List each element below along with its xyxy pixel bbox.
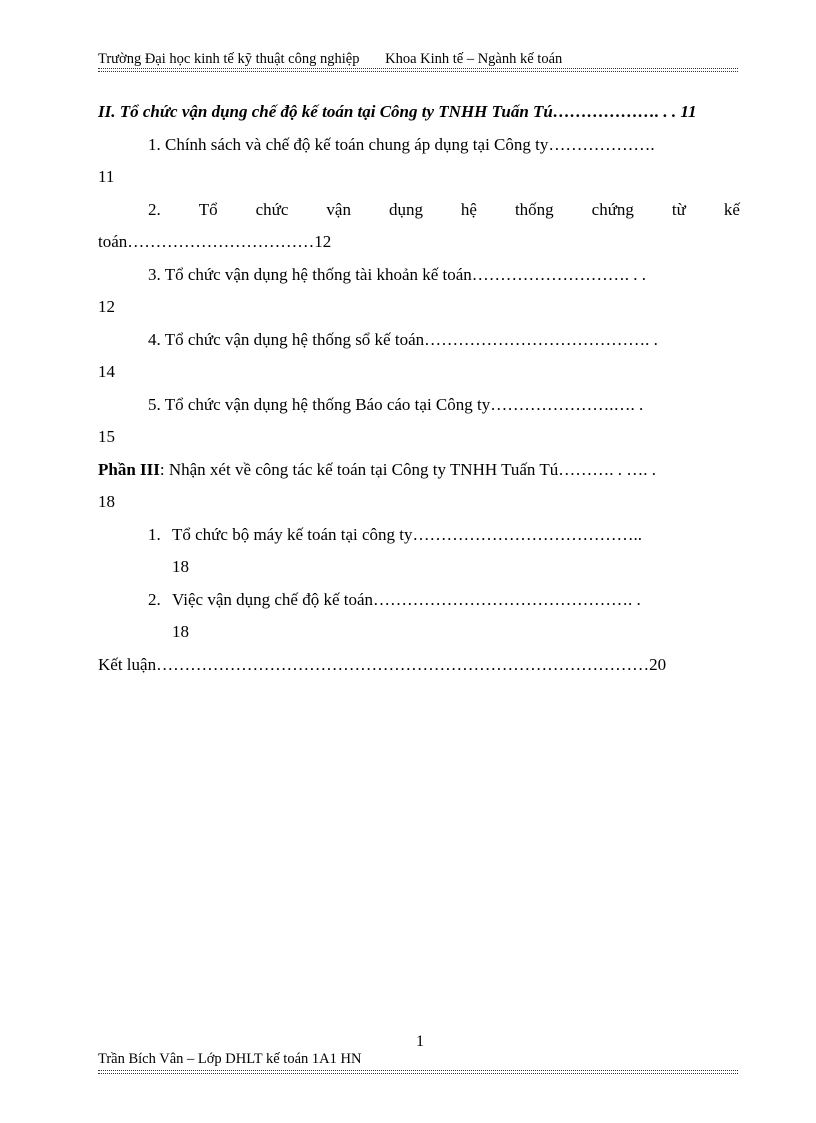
toc-item-2-word: 2. <box>148 199 161 219</box>
toc-conclusion: Kết luận……………………………………………………………………………20 <box>98 654 667 674</box>
toc-item-2 <box>98 194 740 227</box>
toc-sub-1-page: 18 <box>172 557 189 576</box>
toc-item-2-word: hệ <box>460 199 477 219</box>
toc-item-4: 4. Tổ chức vận dụng hệ thống sổ kế toán…………………………………. . <box>148 329 658 349</box>
footer-rule-top <box>98 1070 738 1071</box>
page-footer <box>98 1049 361 1069</box>
toc-sub-2-num: 2. <box>148 589 161 609</box>
toc-item-5: 5. Tổ chức vận dụng hệ thống Báo cáo tại Công ty………………….…. . <box>148 394 644 414</box>
footer-author: Trần Bích Vân – Lớp DHLT kế toán 1A1 HN <box>98 1051 362 1067</box>
page-header <box>98 49 738 69</box>
header-faculty: Khoa Kinh tế – Ngành kế toán <box>385 51 563 67</box>
toc-item-5-page: 15 <box>98 427 115 446</box>
page-number: 1 <box>416 1033 424 1050</box>
toc-item-4-page: 14 <box>98 362 115 381</box>
toc-item-2-word: chứng <box>591 199 634 219</box>
toc-item-3: 3. Tổ chức vận dụng hệ thống tài khoản kế toán………………………. . . <box>148 264 647 284</box>
toc-item-1-page: 11 <box>98 167 115 186</box>
toc-item-2-word: dụng <box>388 199 423 219</box>
toc-sub-1-num: 1. <box>148 524 161 544</box>
toc-sub-2-text: Việc vận dụng chế độ kế toán………………………………………. . <box>172 589 641 609</box>
toc-part-3-text: : Nhận xét về công tác kế toán tại Công ty TNHH Tuấn Tú………. . …. . <box>159 459 656 479</box>
toc-item-2-word: kế <box>723 199 740 219</box>
toc-sub-1-text: Tổ chức bộ máy kế toán tại công ty………………………………….. <box>172 524 643 544</box>
footer-rule-bottom <box>98 1073 738 1074</box>
toc-item-2-cont: toán……………………………12 <box>98 232 332 251</box>
toc-sub-2 <box>98 584 740 617</box>
toc-sub-1 <box>98 519 740 552</box>
toc-item-3-page: 12 <box>98 297 115 316</box>
toc-section-2: II. Tổ chức vận dụng chế độ kế toán tại Công ty TNHH Tuấn Tú………………. . . 11 <box>98 102 697 121</box>
toc-item-2-word: từ <box>671 199 686 219</box>
table-of-contents <box>98 96 740 681</box>
toc-part-3-label: Phần III <box>98 459 160 479</box>
toc-item-1: 1. Chính sách và chế độ kế toán chung áp dụng tại Công ty………………. <box>148 134 655 154</box>
toc-item-2-word: chức <box>255 199 289 219</box>
toc-item-2-word: Tổ <box>198 199 218 219</box>
header-rule-bottom <box>98 71 738 72</box>
toc-item-2-word: thống <box>514 199 554 219</box>
header-school: Trường Đại học kinh tế kỹ thuật công nghiệp <box>98 51 360 67</box>
header-rule-top <box>98 68 738 69</box>
toc-part-3-page: 18 <box>98 492 115 511</box>
toc-sub-2-page: 18 <box>172 622 189 641</box>
toc-part-3 <box>98 454 740 487</box>
toc-item-2-word: vận <box>326 199 351 219</box>
